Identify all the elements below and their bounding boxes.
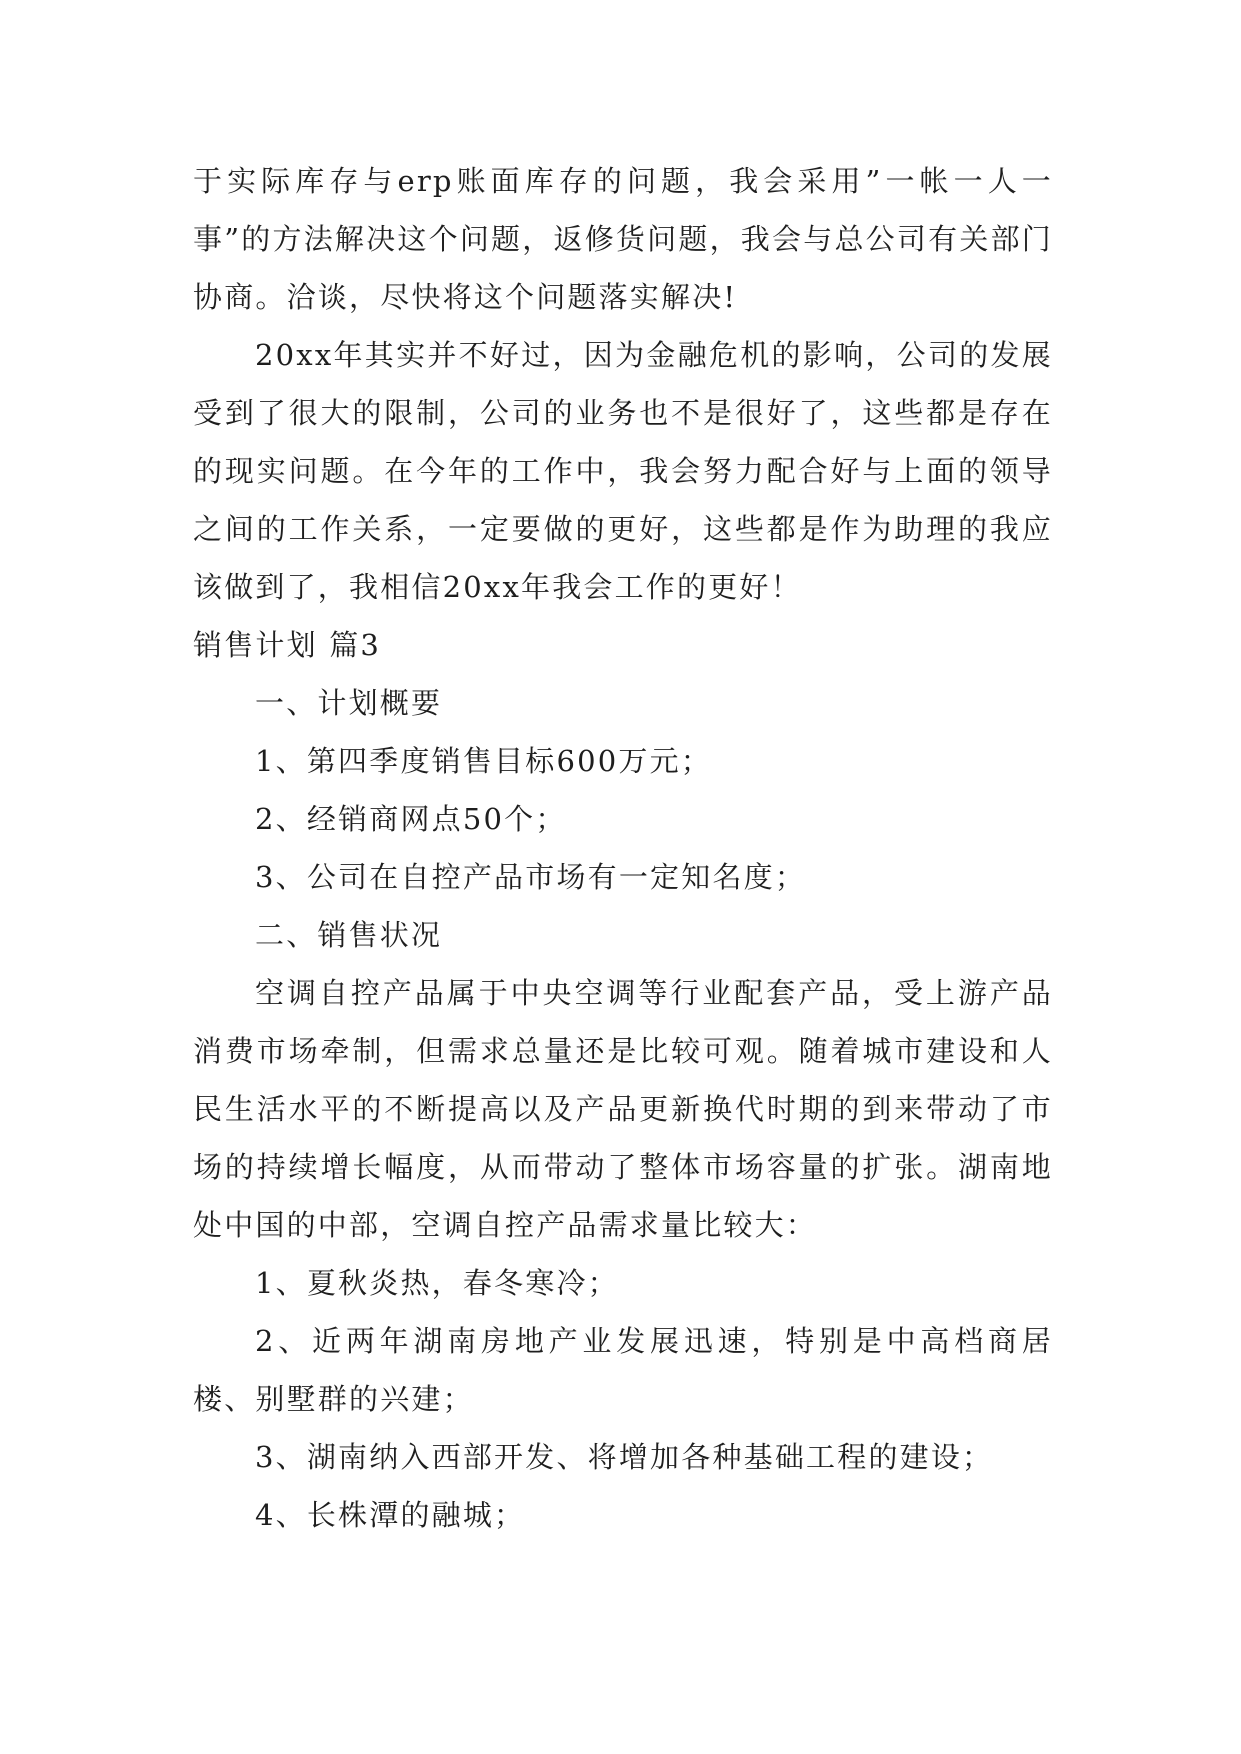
list-item-sales-target: 1、第四季度销售目标600万元；	[255, 744, 713, 778]
list-item-western-development: 3、湖南纳入西部开发、将增加各种基础工程的建设；	[255, 1440, 994, 1474]
list-item-city-integration: 4、长株潭的融城；	[255, 1498, 526, 1532]
document-body	[193, 152, 1053, 1544]
paragraph-market-analysis: 空调自控产品属于中央空调等行业配套产品，受上游产品消费市场牵制，但需求总量还是比较可观。随着城市建设和人民生活水平的不断提高以及产品更新换代时期的到来带动了市场的持续增长幅度，从而带动了整体市场容量的扩张。湖南地处中国的中部，空调自控产品需求量比较大：	[193, 976, 1053, 1242]
list-item-climate: 1、夏秋炎热，春冬寒冷；	[255, 1266, 619, 1300]
paragraph-year-review: 20xx年其实并不好过，因为金融危机的影响，公司的发展受到了很大的限制，公司的业务也不是很好了，这些都是存在的现实问题。在今年的工作中，我会努力配合好与上面的领导之间的工作关系，一定要做的更好，这些都是作为助理的我应该做到了，我相信20xx年我会工作的更好！	[193, 338, 1053, 604]
list-item-dealer-outlets: 2、经销商网点50个；	[255, 802, 567, 836]
list-item-brand-awareness: 3、公司在自控产品市场有一定知名度；	[255, 860, 807, 894]
subheading-sales-status: 二、销售状况	[255, 918, 443, 952]
list-item-real-estate: 2、近两年湖南房地产业发展迅速，特别是中高档商居楼、别墅群的兴建；	[193, 1324, 1053, 1416]
paragraph-inventory-issue: 于实际库存与erp账面库存的问题，我会采用”一帐一人一事”的方法解决这个问题，返修货问题，我会与总公司有关部门协商。洽谈，尽快将这个问题落实解决!	[193, 164, 1053, 314]
section-heading-sales-plan-3: 销售计划 篇3	[193, 628, 382, 662]
subheading-plan-summary: 一、计划概要	[255, 686, 443, 720]
